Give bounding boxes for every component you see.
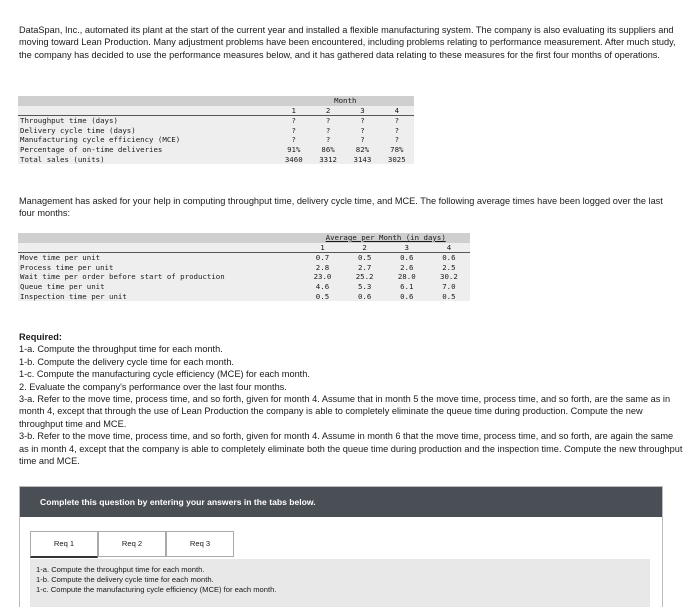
required-item: 2. Evaluate the company's performance over the last four months. <box>19 381 287 392</box>
tab-req-2[interactable]: Req 2 <box>98 531 166 557</box>
table-row: Delivery cycle time (days) ? ? ? ? <box>20 125 400 135</box>
management-request: Management has asked for your help in computing throughput time, delivery cycle time, and MCE. The following average times have been logged over the last four months: <box>19 196 663 219</box>
tab-req-1[interactable]: Req 1 <box>30 531 98 558</box>
tab-req-3[interactable]: Req 3 <box>166 531 234 557</box>
month-col: 2 <box>344 243 386 253</box>
required-item: 3-b. Refer to the move time, process time, and so forth, given for month 4. Assume in month 6 that the move time, process time, and so forth, are again the same as in month 4, except that the company is able to completely eliminate both the queue time during production and the inspection time. Compute the new throughput time and MCE. <box>19 431 683 467</box>
month-col: 3 <box>386 243 428 253</box>
tab-content <box>30 559 650 607</box>
month-col: 3 <box>345 106 379 116</box>
table-row: Queue time per unit 4.6 5.3 6.1 7.0 <box>20 281 456 291</box>
required-item: 3-a. Refer to the move time, process time, and so forth, given for month 4. Assume that in month 5 the move time, process time, and so forth, are the same as in month 4, except that through the use of Lean Production the company is able to completely eliminate the queue time during production. Compute the new throughput time and MCE. <box>19 394 671 429</box>
table-row: Manufacturing cycle efficiency (MCE) ? ? ? ? <box>20 135 400 145</box>
month-col: 4 <box>428 243 470 253</box>
average-times-table <box>18 233 470 301</box>
required-title: Required: <box>19 332 62 342</box>
table-row: Inspection time per unit 0.5 0.6 0.6 0.5 <box>20 291 456 301</box>
table-row: Wait time per order before start of production 23.0 25.2 28.0 30.2 <box>20 272 458 282</box>
required-item: 1-a. Compute the throughput time for each month. <box>19 344 223 355</box>
instruction-bar: Complete this question by entering your answers in the tabs below. <box>20 487 662 517</box>
required-item: 1-c. Compute the manufacturing cycle efficiency (MCE) for each month. <box>19 369 310 380</box>
table-row: Process time per unit 2.8 2.7 2.6 2.5 <box>20 262 456 272</box>
tab-content-line: 1-b. Compute the delivery cycle time for each month. <box>36 575 214 584</box>
tab-content-line: 1-c. Compute the manufacturing cycle efficiency (MCE) for each month. <box>36 585 277 594</box>
table-row: Total sales (units) 3460 3312 3143 3025 <box>20 154 406 164</box>
performance-measures-table <box>18 96 414 164</box>
average-header: Average per Month (in days) <box>301 233 470 243</box>
required-item: 1-b. Compute the delivery cycle time for each month. <box>19 356 234 367</box>
required-section <box>19 331 684 467</box>
month-col: 2 <box>311 106 345 116</box>
problem-intro: DataSpan, Inc., automated its plant at the start of the current year and installed a flexible manufacturing system. The company is also evaluating its suppliers and moving toward Lean Production. Many adjustment problems have been encountered, including problems relating to performance measurement. After much study, the company has decided to use the performance measures below, and it has gathered data relating to these measures for the first four months of operations. <box>19 25 676 60</box>
month-col: 1 <box>277 106 311 116</box>
table-row: Throughput time (days) ? ? ? ? <box>20 116 400 126</box>
table-row: Move time per unit 0.7 0.5 0.6 0.6 <box>20 253 456 263</box>
tab-content-line: 1-a. Compute the throughput time for each month. <box>36 565 205 574</box>
month-header: Month <box>277 96 414 106</box>
table-row: Percentage of on-time deliveries 91% 86% 82% 78% <box>20 144 404 154</box>
month-col: 4 <box>380 106 414 116</box>
month-col: 1 <box>301 243 343 253</box>
answer-panel <box>19 486 663 607</box>
